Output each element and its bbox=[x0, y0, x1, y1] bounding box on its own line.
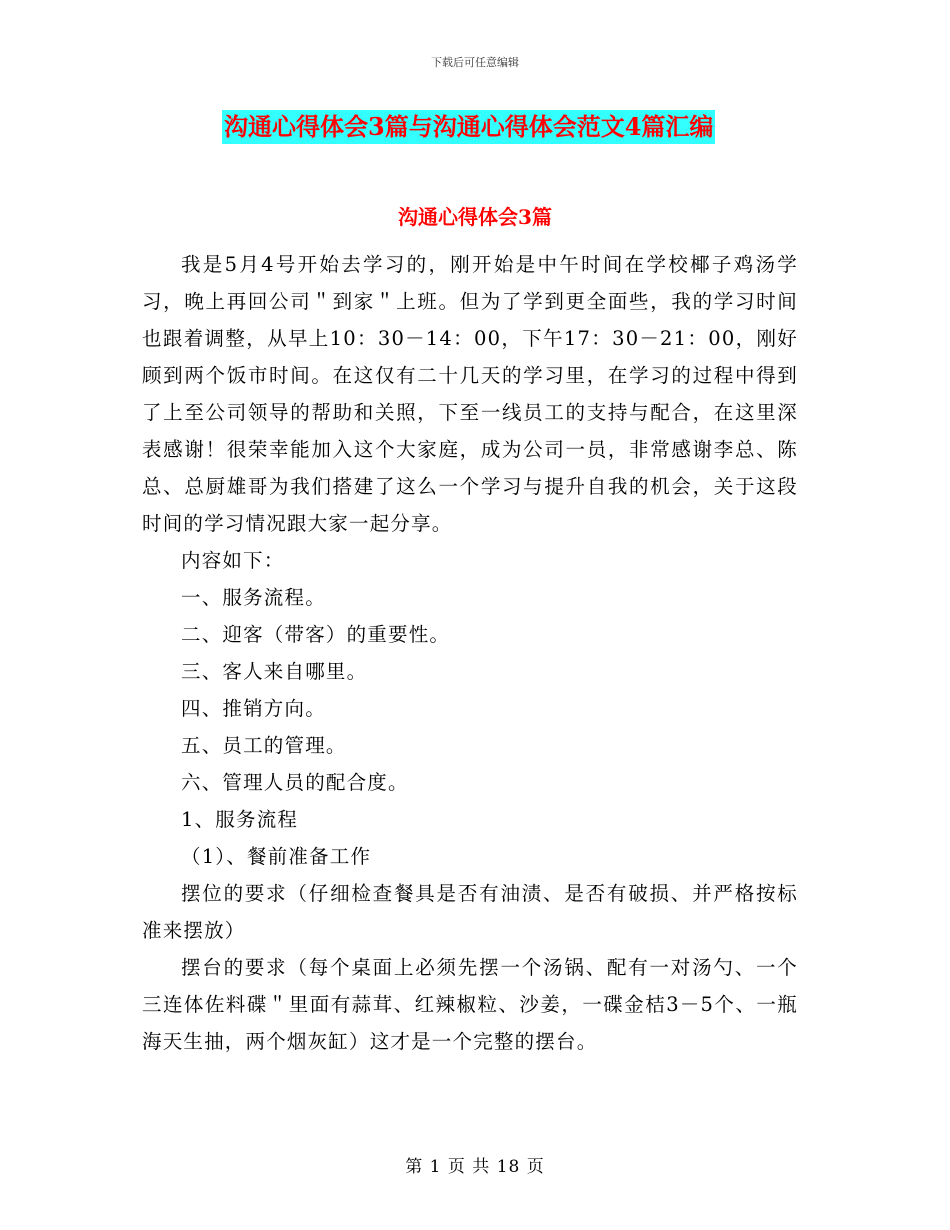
subsection-heading: 1、服务流程 bbox=[181, 808, 299, 831]
list-item: 二、迎客（带客）的重要性。 bbox=[181, 623, 451, 646]
list-item: 三、客人来自哪里。 bbox=[181, 660, 368, 683]
body-paragraph: 摆位的要求（仔细检查餐具是否有油渍、是否有破损、并严格按标准来摆放） bbox=[142, 882, 798, 942]
body-paragraph: 摆台的要求（每个桌面上必须先摆一个汤锅、配有一对汤勺、一个三连体佐料碟＂里面有蒜茸、红辣椒粒、沙姜，一碟金桔3－5个、一瓶海天生抽，两个烟灰缸）这才是一个完整的摆台。 bbox=[142, 956, 798, 1053]
list-item: 一、服务流程。 bbox=[181, 586, 326, 609]
list-item: 六、管理人员的配合度。 bbox=[181, 771, 409, 794]
section-title: 沟通心得体会3篇 bbox=[398, 205, 552, 229]
intro-paragraph: 我是5月4号开始去学习的，刚开始是中午时间在学校椰子鸡汤学习，晚上再回公司＂到家＂上班。但为了学到更全面些，我的学习时间也跟着调整，从早上10：30－14：00，下午17：30－21：00，刚好顾到两个饭市时间。在这仅有二十几天的学习里，在学习的过程中得到了上至公司领导的帮助和关照，下至一线员工的支持与配合，在这里深表感谢！很荣幸能加入这个大家庭，成为公司一员，非常感谢李总、陈总、总厨雄哥为我们搭建了这么一个学习与提升自我的机会，关于这段时间的学习情况跟大家一起分享。 bbox=[142, 253, 798, 535]
list-item: 四、推销方向。 bbox=[181, 697, 326, 720]
list-intro: 内容如下： bbox=[181, 549, 285, 572]
document-body bbox=[142, 246, 798, 1060]
list-item: 五、员工的管理。 bbox=[181, 734, 347, 757]
document-title: 沟通心得体会3篇与沟通心得体会范文4篇汇编 bbox=[222, 110, 715, 144]
page-footer: 第 1 页 共 18 页 bbox=[405, 1157, 545, 1177]
subsection-subheading: （1）、餐前准备工作 bbox=[181, 845, 372, 868]
header-note: 下载后可任意编辑 bbox=[431, 56, 519, 69]
